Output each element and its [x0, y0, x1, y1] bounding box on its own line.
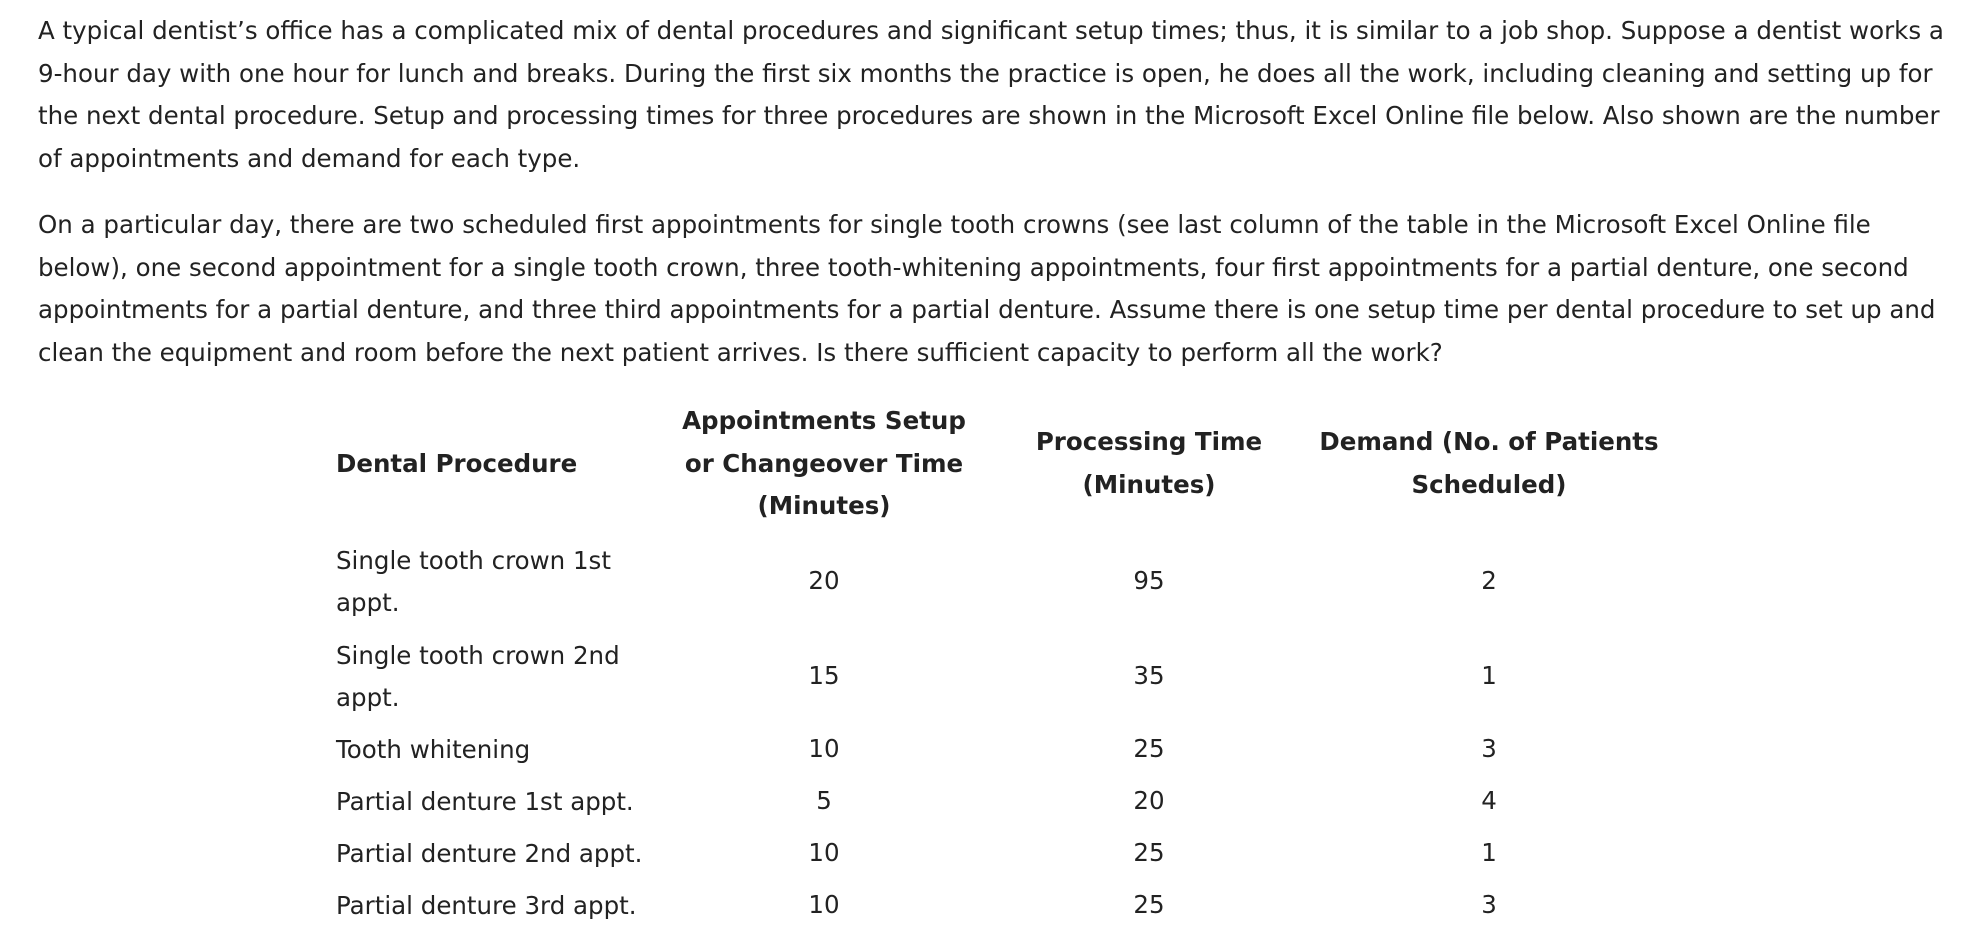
procedure-table [324, 400, 1664, 932]
procedure-cell: Single tooth crown 1st appt. [336, 545, 611, 617]
table-row [324, 724, 1664, 776]
procedure-cell: Partial denture 1st appt. [336, 787, 634, 817]
processing-cell: 25 [1133, 734, 1165, 764]
processing-cell: 95 [1133, 565, 1165, 595]
demand-cell: 1 [1481, 838, 1497, 868]
processing-cell: 25 [1133, 838, 1165, 868]
setup-cell: 5 [816, 786, 832, 816]
demand-cell: 3 [1481, 734, 1497, 764]
procedure-cell: Single tooth crown 2nd appt. [336, 640, 620, 712]
table-row [324, 880, 1664, 932]
table-row [324, 534, 1664, 629]
processing-cell: 25 [1133, 890, 1165, 920]
table-header-row [324, 400, 1664, 534]
table-row [324, 629, 1664, 724]
procedure-cell: Partial denture 2nd appt. [336, 839, 643, 869]
setup-cell: 20 [808, 565, 840, 595]
setup-cell: 10 [808, 890, 840, 920]
setup-cell: 10 [808, 838, 840, 868]
table-row [324, 828, 1664, 880]
demand-cell: 1 [1481, 660, 1497, 690]
processing-cell: 20 [1133, 786, 1165, 816]
procedure-cell: Partial denture 3rd appt. [336, 891, 637, 921]
processing-cell: 35 [1133, 660, 1165, 690]
header-setup-time: Appointments Setup or Changeover Time (Minutes) [682, 406, 966, 520]
demand-cell: 4 [1481, 786, 1497, 816]
intro-paragraph-2: On a particular day, there are two scheduled first appointments for single tooth crowns (see last column of the table in the Microsoft Excel Online file below), one second appointment for a single tooth crown, three tooth-whitening appointments, four first appointments for a partial denture, one second appointments for a partial denture, and three third appointments for a partial denture. Assume there is one setup time per dental procedure to set up and clean the equipment and room before the next patient arrives. Is there sufficient capacity to perform all the work? [38, 210, 1936, 367]
demand-cell: 3 [1481, 890, 1497, 920]
setup-cell: 15 [808, 660, 840, 690]
header-processing-time: Processing Time (Minutes) [1035, 427, 1263, 499]
demand-cell: 2 [1481, 565, 1497, 595]
header-demand: Demand (No. of Patients Scheduled) [1319, 427, 1659, 499]
header-procedure: Dental Procedure [336, 448, 578, 478]
setup-cell: 10 [808, 734, 840, 764]
procedure-cell: Tooth whitening [336, 735, 531, 765]
table-row [324, 776, 1664, 828]
intro-paragraph-1: A typical dentist’s office has a complicated mix of dental procedures and significant setup times; thus, it is similar to a job shop. Suppose a dentist works a 9-hour day with one hour for lunch and breaks. During the first six months the practice is open, he does all the work, including cleaning and setting up for the next dental procedure. Setup and processing times for three procedures are shown in the Microsoft Excel Online file below. Also shown are the number of appointments and demand for each type. [38, 16, 1944, 173]
